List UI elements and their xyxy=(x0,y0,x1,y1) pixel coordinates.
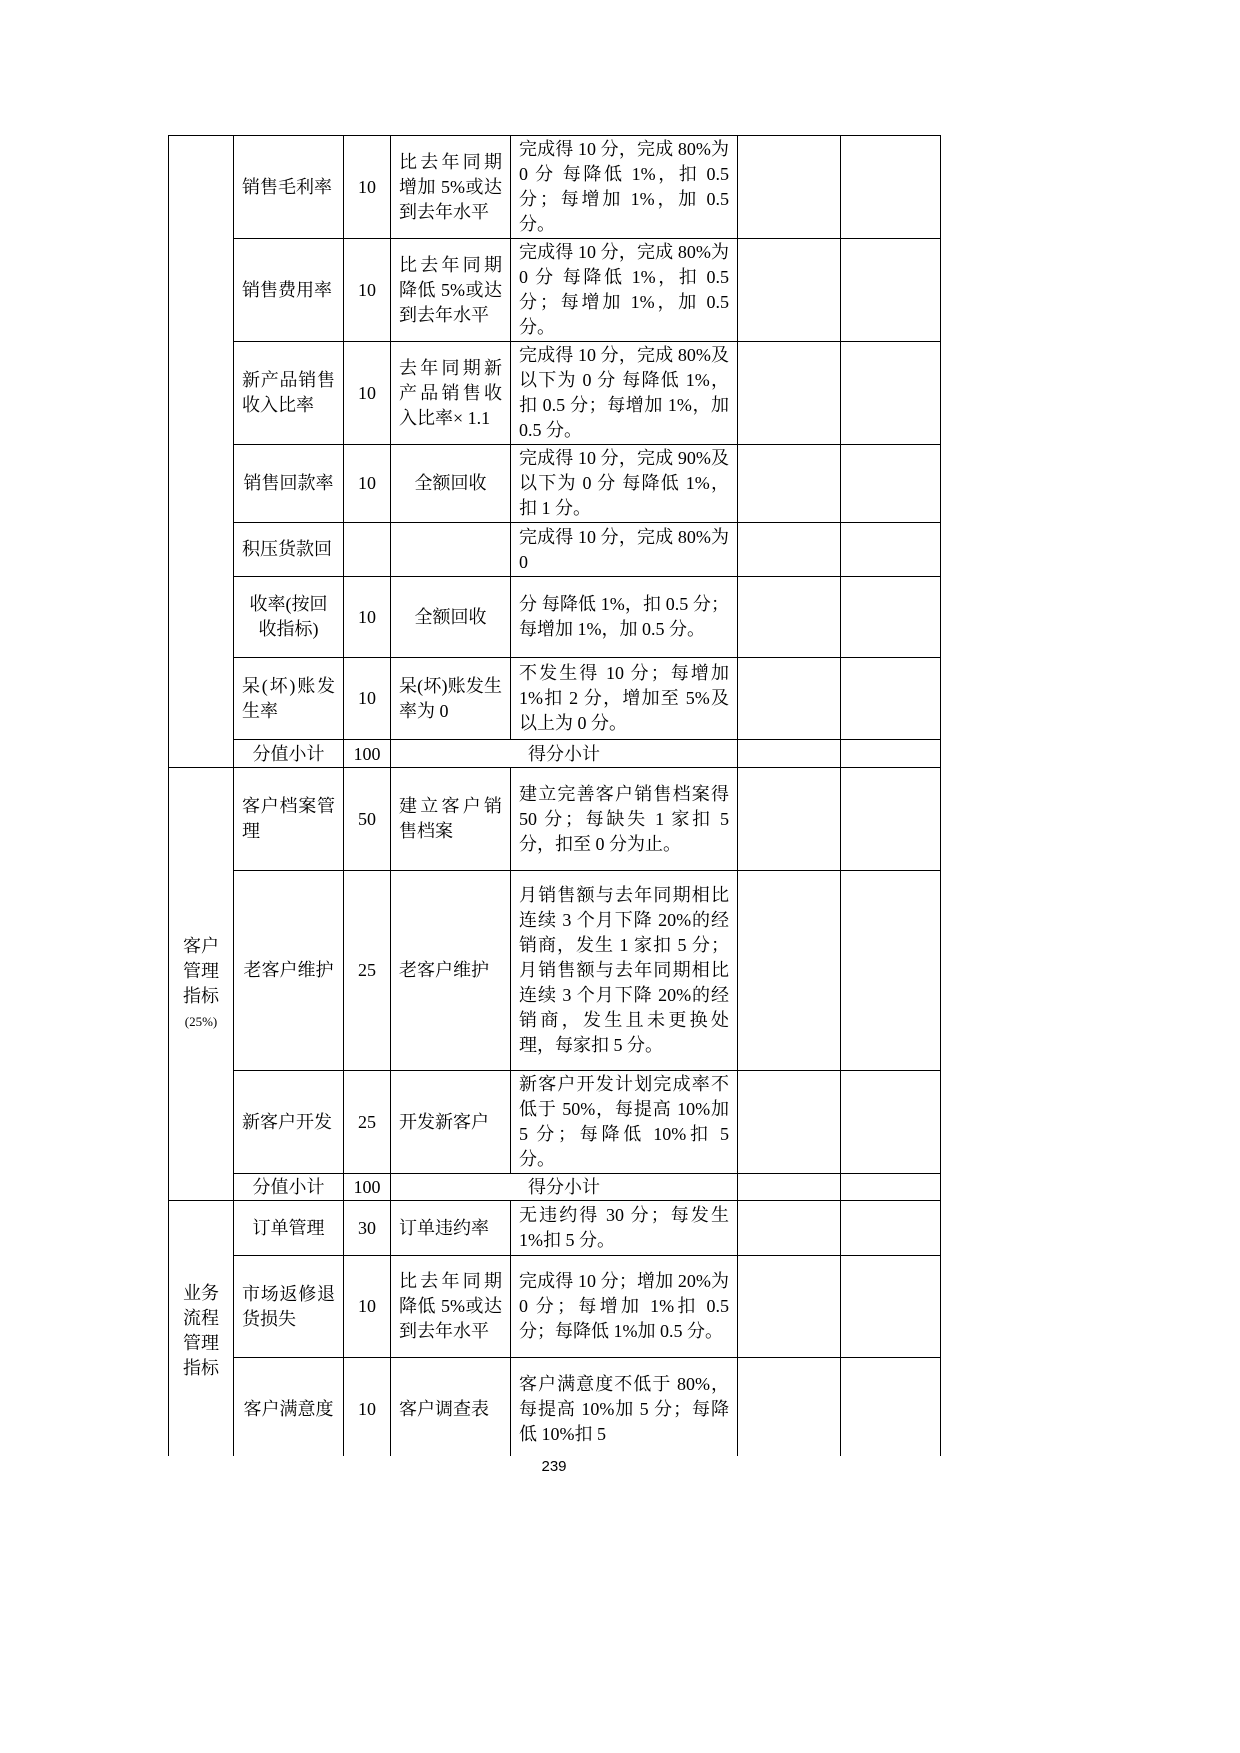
cell-standard: 全额回收 xyxy=(391,577,511,658)
table-row xyxy=(169,768,941,871)
category-label: 业务流程管理指标 xyxy=(183,1282,219,1378)
cell-standard: 开发新客户 xyxy=(391,1071,511,1174)
cell-indicator: 市场返修退货损失 xyxy=(234,1256,344,1358)
cell-standard: 比去年同期降低 5%或达到去年水平 xyxy=(391,1256,511,1358)
cell-rules: 无违约得 30 分；每发生 1%扣 5 分。 xyxy=(511,1201,738,1256)
cell-score: 50 xyxy=(344,768,391,871)
cell-score-entry xyxy=(738,1174,841,1201)
table-row xyxy=(169,1201,941,1256)
cell-remarks xyxy=(841,1256,941,1358)
cell-score-entry xyxy=(738,1071,841,1174)
cell-indicator: 积压货款回 xyxy=(234,523,344,577)
cell-category xyxy=(169,1201,234,1457)
cell-indicator: 客户满意度 xyxy=(234,1358,344,1457)
cell-remarks xyxy=(841,1071,941,1174)
cell-standard xyxy=(391,523,511,577)
cell-standard: 建立客户销售档案 xyxy=(391,768,511,871)
cell-score-entry xyxy=(738,871,841,1071)
cell-score-entry xyxy=(738,1201,841,1256)
cell-category xyxy=(169,768,234,1201)
table-row xyxy=(169,871,941,1071)
cell-indicator: 新客户开发 xyxy=(234,1071,344,1174)
cell-indicator: 收率(按回收指标) xyxy=(234,577,344,658)
cell-rules: 客户满意度不低于 80%，每提高 10%加 5 分；每降低 10%扣 5 xyxy=(511,1358,738,1457)
cell-score: 30 xyxy=(344,1201,391,1256)
cell-standard: 呆(坏)账发生率为 0 xyxy=(391,658,511,740)
cell-score-entry xyxy=(738,658,841,740)
cell-standard: 比去年同期降低 5%或达到去年水平 xyxy=(391,239,511,342)
cell-rules: 不发生得 10 分；每增加 1%扣 2 分，增加至 5%及以上为 0 分。 xyxy=(511,658,738,740)
cell-score: 10 xyxy=(344,1256,391,1358)
cell-subtotal-label: 得分小计 xyxy=(391,740,738,768)
table-row-subtotal xyxy=(169,1174,941,1201)
cell-score-entry xyxy=(738,342,841,445)
cell-score: 25 xyxy=(344,1071,391,1174)
cell-remarks xyxy=(841,871,941,1071)
cell-remarks xyxy=(841,1174,941,1201)
table-row xyxy=(169,1071,941,1174)
cell-rules: 完成得 10 分，完成 80%及以下为 0 分 每降低 1%，扣 0.5 分；每增加 1%，加 0.5 分。 xyxy=(511,342,738,445)
cell-score: 10 xyxy=(344,239,391,342)
cell-remarks xyxy=(841,740,941,768)
cell-remarks xyxy=(841,136,941,239)
cell-indicator: 分值小计 xyxy=(234,1174,344,1201)
cell-score-entry xyxy=(738,239,841,342)
kpi-table xyxy=(168,135,941,1456)
cell-indicator: 分值小计 xyxy=(234,740,344,768)
kpi-table-wrap xyxy=(168,135,941,1456)
cell-remarks xyxy=(841,342,941,445)
cell-standard: 老客户维护 xyxy=(391,871,511,1071)
table-row xyxy=(169,445,941,523)
cell-remarks xyxy=(841,445,941,523)
cell-score xyxy=(344,523,391,577)
cell-remarks xyxy=(841,577,941,658)
cell-score: 100 xyxy=(344,740,391,768)
category-weight: (25%) xyxy=(184,1014,218,1029)
cell-score: 10 xyxy=(344,1358,391,1457)
cell-score: 10 xyxy=(344,658,391,740)
cell-standard: 订单违约率 xyxy=(391,1201,511,1256)
cell-rules: 建立完善客户销售档案得 50 分；每缺失 1 家扣 5 分，扣至 0 分为止。 xyxy=(511,768,738,871)
category-label: 客户管理指标 xyxy=(183,936,219,1006)
table-row xyxy=(169,523,941,577)
cell-score-entry xyxy=(738,1256,841,1358)
cell-indicator: 销售回款率 xyxy=(234,445,344,523)
cell-remarks xyxy=(841,1201,941,1256)
cell-score-entry xyxy=(738,523,841,577)
cell-rules: 完成得 10 分，完成 80%为 0 分 每降低 1%，扣 0.5 分；每增加 1%，加 0.5 分。 xyxy=(511,239,738,342)
cell-indicator: 订单管理 xyxy=(234,1201,344,1256)
cell-remarks xyxy=(841,523,941,577)
cell-score-entry xyxy=(738,445,841,523)
cell-rules: 完成得 10 分，完成 90%及以下为 0 分 每降低 1%，扣 1 分。 xyxy=(511,445,738,523)
cell-score-entry xyxy=(738,740,841,768)
cell-rules: 新客户开发计划完成率不低于 50%，每提高 10%加 5 分；每降低 10%扣 5 分。 xyxy=(511,1071,738,1174)
table-row xyxy=(169,136,941,239)
cell-standard: 比去年同期增加 5%或达到去年水平 xyxy=(391,136,511,239)
cell-score-entry xyxy=(738,136,841,239)
cell-score: 100 xyxy=(344,1174,391,1201)
cell-rules: 完成得 10 分；增加 20%为 0 分；每增加 1%扣 0.5 分；每降低 1%加 0.5 分。 xyxy=(511,1256,738,1358)
cell-score: 10 xyxy=(344,445,391,523)
cell-remarks xyxy=(841,1358,941,1457)
cell-score: 10 xyxy=(344,577,391,658)
cell-indicator: 呆(坏)账发生率 xyxy=(234,658,344,740)
cell-indicator: 老客户维护 xyxy=(234,871,344,1071)
cell-score-entry xyxy=(738,577,841,658)
cell-indicator: 销售毛利率 xyxy=(234,136,344,239)
cell-subtotal-label: 得分小计 xyxy=(391,1174,738,1201)
cell-indicator: 新产品销售收入比率 xyxy=(234,342,344,445)
cell-category xyxy=(169,136,234,768)
table-row xyxy=(169,1256,941,1358)
table-row xyxy=(169,239,941,342)
cell-rules: 完成得 10 分，完成 80%为 0 分 每降低 1%，扣 0.5 分；每增加 1%，加 0.5 分。 xyxy=(511,136,738,239)
cell-score: 10 xyxy=(344,136,391,239)
cell-score-entry xyxy=(738,768,841,871)
page-number: 239 xyxy=(541,1458,567,1475)
cell-remarks xyxy=(841,768,941,871)
table-row xyxy=(169,342,941,445)
table-row-subtotal xyxy=(169,740,941,768)
cell-standard: 全额回收 xyxy=(391,445,511,523)
table-row xyxy=(169,1358,941,1457)
cell-score: 25 xyxy=(344,871,391,1071)
cell-standard: 去年同期新产品销售收入比率× 1.1 xyxy=(391,342,511,445)
cell-rules: 分 每降低 1%，扣 0.5 分；每增加 1%，加 0.5 分。 xyxy=(511,577,738,658)
cell-indicator: 客户档案管理 xyxy=(234,768,344,871)
cell-score-entry xyxy=(738,1358,841,1457)
table-row xyxy=(169,577,941,658)
cell-standard: 客户调查表 xyxy=(391,1358,511,1457)
cell-rules: 完成得 10 分，完成 80%为 0 xyxy=(511,523,738,577)
cell-indicator: 销售费用率 xyxy=(234,239,344,342)
table-row xyxy=(169,658,941,740)
cell-remarks xyxy=(841,658,941,740)
cell-remarks xyxy=(841,239,941,342)
cell-score: 10 xyxy=(344,342,391,445)
cell-rules: 月销售额与去年同期相比连续 3 个月下降 20%的经销商，发生 1 家扣 5 分；月销售额与去年同期相比连续 3 个月下降 20%的经销商，发生且未更换处理，每家扣 5 分。 xyxy=(511,871,738,1071)
